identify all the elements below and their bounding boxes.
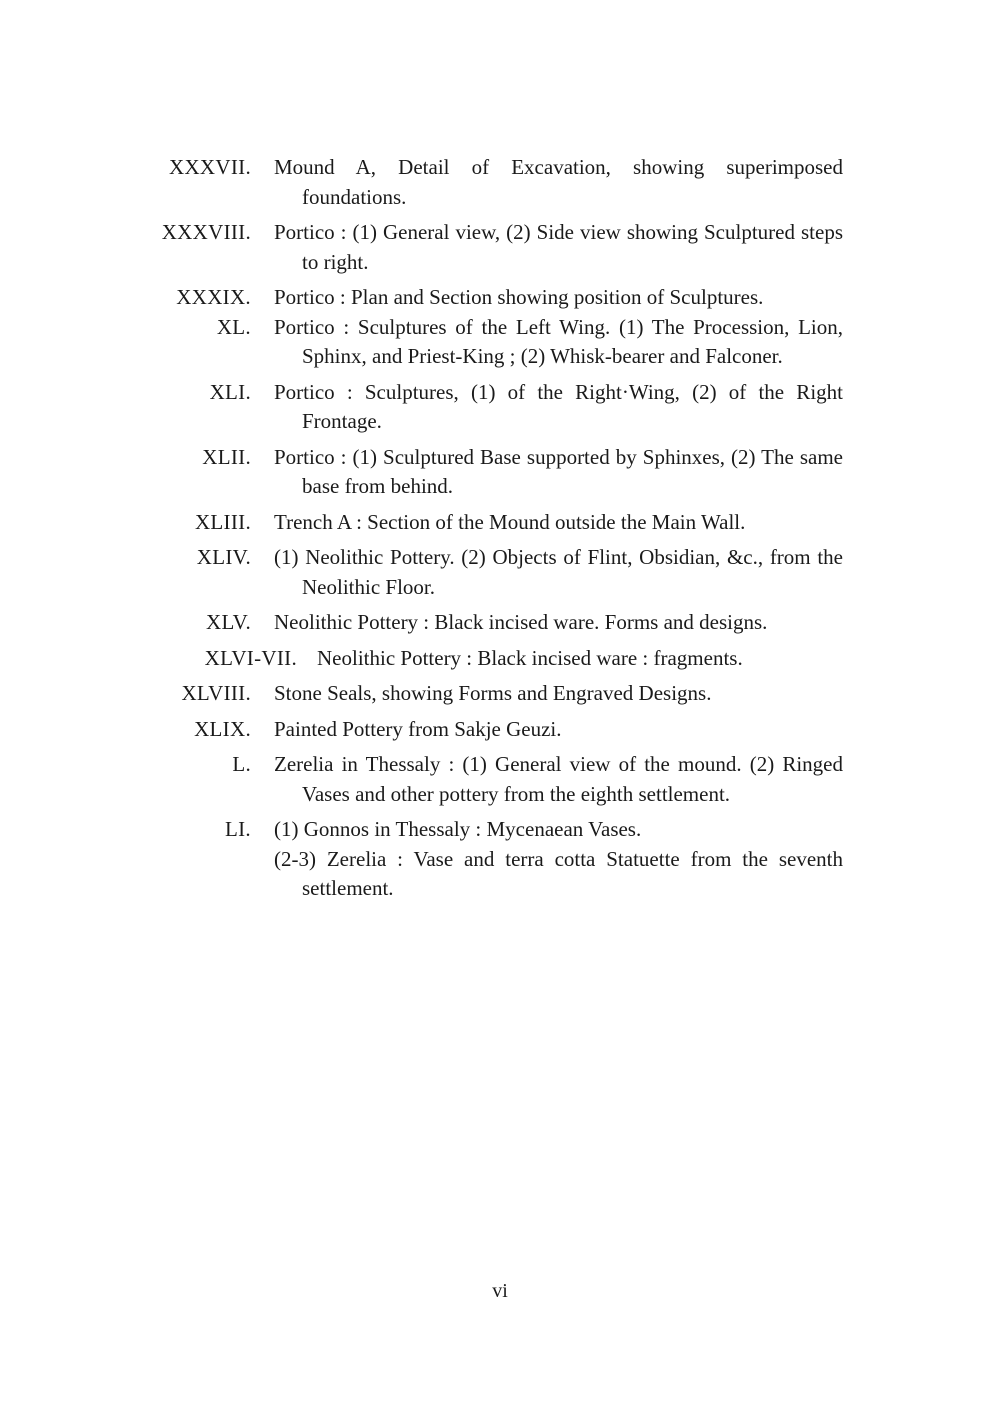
plate-description: Painted Pottery from Sakje Geuzi.	[274, 716, 562, 741]
list-item	[0, 153, 1000, 212]
list-item	[0, 508, 1000, 538]
plate-description: Trench A : Section of the Mound outside the Main Wall.	[274, 509, 746, 534]
plate-description: Portico : Sculptures, (1) of the Right·Wing, (2) of the Right Frontage.	[274, 379, 843, 433]
plate-description: Mound A, Detail of Excavation, showing superimposed foundations.	[274, 155, 843, 209]
plate-numeral: XLV.	[206, 610, 251, 634]
plate-numeral: XL.	[216, 314, 251, 339]
plate-numeral: XLIV.	[196, 545, 251, 569]
plate-numeral: XLIX.	[194, 716, 251, 741]
plate-description: Portico : (1) Sculptured Base supported by Sphinxes, (2) The same base from behind.	[274, 444, 843, 498]
plate-description: Portico : (1) General view, (2) Side view showing Sculptured steps to right.	[274, 220, 843, 274]
plate-description: Neolithic Pottery : Black incised ware. Forms and designs.	[274, 610, 768, 634]
plate-numeral: L.	[232, 752, 251, 776]
plate-description: Stone Seals, showing Forms and Engraved Designs.	[274, 681, 712, 705]
plate-numeral: XXXVII.	[169, 155, 251, 179]
list-item	[0, 644, 1000, 674]
plate-description: (1) Gonnos in Thessaly : Mycenaean Vases.	[274, 817, 642, 841]
plate-subdescription: (2-3) Zerelia : Vase and terra cotta Statuette from the seventh settlement.	[274, 846, 843, 900]
plate-numeral: XXXVIII.	[161, 220, 251, 244]
list-item	[0, 443, 1000, 502]
plate-list	[0, 153, 1000, 910]
list-item	[0, 608, 1000, 638]
plate-description: Portico : Sculptures of the Left Wing. (1) The Procession, Lion, Sphinx, and Priest-King ; (2) Whisk-bearer and Falconer.	[274, 314, 843, 368]
plate-numeral: XLII.	[202, 444, 251, 469]
plate-numeral: XLI.	[209, 379, 251, 404]
list-item	[0, 283, 1000, 313]
list-item	[0, 750, 1000, 809]
plate-numeral: LI.	[225, 817, 251, 841]
plate-description: Neolithic Pottery : Black incised ware : fragments.	[317, 645, 743, 670]
list-item	[0, 679, 1000, 709]
list-item	[0, 543, 1000, 602]
plate-numeral: XLVIII.	[181, 681, 251, 705]
plate-description: (1) Neolithic Pottery. (2) Objects of Flint, Obsidian, &c., from the Neolithic Floor.	[274, 545, 843, 599]
plate-numeral: XXXIX.	[176, 285, 251, 309]
list-item	[0, 715, 1000, 745]
plate-description: Zerelia in Thessaly : (1) General view of the mound. (2) Ringed Vases and other pottery from the eighth settlement.	[274, 752, 843, 806]
plate-description: Portico : Plan and Section showing position of Sculptures.	[274, 285, 764, 309]
plate-numeral: XLIII.	[194, 509, 251, 534]
plate-numeral: XLVI-VII.	[204, 645, 297, 670]
page-number: vi	[492, 1280, 508, 1302]
list-item	[0, 815, 1000, 904]
list-item	[0, 313, 1000, 372]
list-item	[0, 378, 1000, 437]
list-item	[0, 218, 1000, 277]
